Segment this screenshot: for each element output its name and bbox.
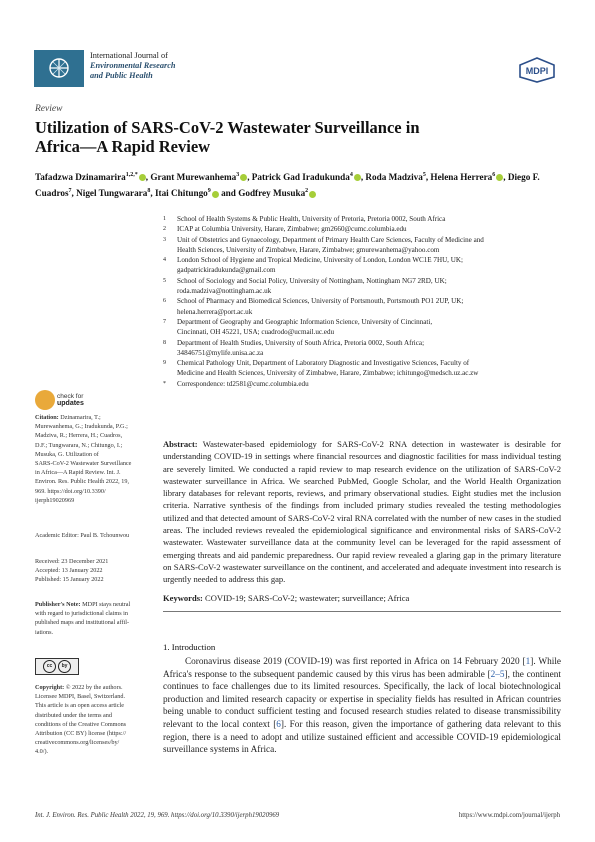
affiliation-list (163, 214, 563, 389)
affiliation-line: London School of Hygiene and Tropical Medicine, University of London, London WC1E 7HU, UK; (177, 256, 463, 265)
affiliation-line: ICAP at Columbia University, Harare, Zimbabwe; gm2660@cumc.columbia.edu (177, 225, 407, 234)
citation-line: D.F.; Tungwarara, N.; Chitungo, I.; (35, 441, 123, 449)
journal-logo-icon (34, 50, 84, 87)
citation-link-6[interactable]: 6 (276, 719, 281, 730)
page-footer (35, 812, 560, 819)
orcid-icon[interactable] (139, 174, 146, 181)
affiliation-line: School of Health Systems & Public Health, University of Pretoria, Pretoria 0002, South Africa (177, 215, 446, 223)
copyright-label: Copyright: (35, 684, 65, 691)
author-name[interactable]: Grant Murewanhema (150, 172, 237, 183)
author-affiliation-sup: 1,2,* (125, 172, 138, 178)
author-affiliation-sup: 9 (207, 188, 211, 195)
abstract-text: Wastewater-based epidemiology for SARS-CoV-2 RNA detection in wastewater is desirable for understanding COVID-19 in settings where financial resources and diagnostic facilities for mass individual testing are severely limited. We conducted a rapid review to map research evidence on the utilization of SARS-CoV-2 wastewater surveillance in Africa. We searched PubMed, Google Scholar, and the World Health Organization library databases for relevant reports, reviews, and primary observational studies. Eight studies met the inclusion criteria. Narrative synthesis of the findings from included primary studies revealed the testing methodologies utilized and that detected amount of SARS-CoV-2 viral RNA correlated with the number of new cases in the studied areas. The included reviews revealed the epidemiological significance and environmental risks of SARS-CoV-2 wastewater. Wastewater surveillance data at the community level can be leveraged for the rapid assessment of emerging threats and aid pandemic preparedness. Our rapid review revealed a glaring gap in the primary literature on SARS-CoV-2 wastewater surveillance on the continent, and accelerated and adequate investment into research is urgently needed to address this gap. (163, 439, 561, 585)
dates-block (35, 557, 157, 585)
author-affiliation-sup: 3 (236, 172, 240, 178)
citation-link-1[interactable]: 1 (525, 657, 531, 667)
affiliation-line: Department of Health Studies, University of South Africa, Pretoria 0002, South Africa; (177, 338, 425, 347)
affiliation-line: Chemical Pathology Unit, Department of Laboratory Diagnostic and Investigative Sciences, Faculty of (177, 359, 470, 368)
orcid-icon[interactable] (309, 191, 316, 198)
abstract-label: Abstract: (163, 439, 198, 449)
check-for-updates-button[interactable] (35, 390, 105, 412)
journal-logo (34, 50, 84, 87)
affiliation-text (177, 235, 563, 256)
author-affiliation-sup: 7 (68, 188, 72, 195)
article-title (35, 118, 535, 156)
affiliation-item (163, 224, 563, 234)
publisher-note-line: iations. (35, 628, 54, 636)
citation-block (35, 413, 157, 505)
affiliation-line: roda.madziva@nottingham.ac.uk (177, 287, 272, 296)
affiliation-text (177, 338, 563, 359)
citation-line: Madziva, R.; Herrera, H.; Cuadros, (35, 432, 123, 440)
publisher-note (35, 600, 157, 637)
affiliation-number: 6 (163, 298, 166, 305)
affiliation-item (163, 214, 563, 224)
author-name[interactable]: Itai Chitungo (154, 188, 208, 199)
affiliation-number: 8 (163, 339, 166, 346)
author-name[interactable]: Godfrey Musuka (238, 188, 306, 199)
copyright-line: 4.0/). (35, 748, 49, 756)
orcid-icon[interactable] (212, 191, 219, 198)
affiliation-text (177, 358, 563, 379)
affiliation-text (177, 214, 563, 224)
affiliation-number: 4 (163, 257, 166, 264)
abstract (163, 438, 561, 586)
copyright-line: Licensee MDPI, Basel, Switzerland. (35, 693, 126, 701)
affiliation-line: gadpatrickiradukunda@gmail.com (177, 266, 276, 275)
affiliation-line: 34846751@mylife.unisa.ac.za (177, 348, 264, 357)
citation-line: Murewanhema, G.; Iradukunda, P.G.; (35, 423, 128, 431)
citation-line: Environ. Res. Public Health 2022, 19, (35, 478, 130, 486)
author-affiliation-sup: 5 (422, 172, 426, 178)
copyright-line: creativecommons.org/licenses/by/ (35, 739, 120, 747)
copyright-line: This article is an open access article (35, 702, 124, 710)
check-updates-line1: check for (57, 393, 84, 400)
affiliation-line: Unit of Obstetrics and Gynaecology, Department of Primary Health Care Sciences, Faculty of Medicine and (177, 235, 484, 244)
author-name[interactable]: Helena Herrera (430, 172, 493, 183)
intro-text: Coronavirus disease 2019 (COVID-19) was first reported in Africa on 14 February 2020 [ (185, 657, 526, 667)
intro-text: ], the continent continues to face challenges due to its limited resources. Specifically, the lack of local biotechnological production and limited research capacity or expertise in speciality fields has resulted in African countries being unable to conduct sufficient testing and focused research studies related to disease transmissibility relevant to the local context [ (163, 669, 561, 730)
orcid-icon[interactable] (240, 174, 247, 181)
keywords (163, 592, 561, 604)
mdpi-logo-text: MDPI (525, 66, 549, 76)
affiliation-line: Cincinnati, OH 45221, USA; cuadrodo@ucmail.uc.edu (177, 328, 335, 337)
section-divider (163, 611, 561, 612)
citation-label: Citation: (35, 414, 59, 421)
author-list: Tafadzwa Dzinamarira$^{1,2,*}$ , Grant Murewanhema$^3$ , Patrick Gad Iradukunda$^4$ , Roda Madziva$^5$, Helena Herrera$^6$ , Diego F. Cuadros$^7$, Nigel Tungwarara$^8$, Itai Chitungo$^9$ and Godfrey Musuka$^2$ (35, 172, 540, 199)
author-name[interactable]: Roda Madziva (365, 172, 423, 183)
copyright-line: distributed under the terms and (35, 711, 112, 719)
section-heading-introduction: 1. Introduction (163, 642, 216, 652)
affiliation-line: School of Sociology and Social Policy, University of Nottingham, Nottingham NG7 2RD, UK; (177, 276, 447, 285)
orcid-icon[interactable] (496, 174, 503, 181)
author-affiliation-sup: 4 (349, 172, 353, 178)
publisher-note-line: with regard to jurisdictional claims in (35, 610, 128, 618)
affiliation-text (177, 276, 563, 297)
keywords-label: Keywords: (163, 593, 203, 603)
by-icon: by (58, 660, 71, 673)
copyright-line: conditions of the Creative Commons (35, 720, 127, 728)
affiliation-item (163, 338, 563, 359)
journal-name-line3: and Public Health (90, 71, 153, 80)
affiliation-line: School of Pharmacy and Biomedical Sciences, University of Portsmouth, Portsmouth PO1 2UP, UK; (177, 297, 464, 306)
check-updates-icon (35, 390, 55, 410)
author-name[interactable]: Diego F. Cuadros (35, 172, 540, 199)
citation-line: in Africa—A Rapid Review. Int. J. (35, 469, 121, 477)
journal-name (90, 51, 270, 81)
affiliation-number: 7 (163, 318, 166, 325)
publisher-note-line: published maps and institutional affil- (35, 619, 130, 627)
citation-line: Dzinamarira, T.; (60, 414, 101, 421)
affiliation-item (163, 379, 563, 389)
affiliation-text (177, 224, 563, 234)
citation-line: Musuka, G. Utilization of (35, 450, 99, 458)
affiliation-line: Department of Geography and Geographic Information Science, University of Cincinnati, (177, 317, 433, 326)
affiliation-number: 5 (163, 277, 166, 284)
published-date: Published: 15 January 2022 (35, 576, 104, 584)
affiliation-item (163, 296, 563, 317)
author-affiliation-sup: 8 (147, 188, 151, 195)
affiliation-item (163, 358, 563, 379)
author-name[interactable]: Patrick Gad Iradukunda (251, 172, 350, 183)
keywords-text: COVID-19; SARS-CoV-2; wastewater; surveillance; Africa (205, 593, 410, 603)
publisher-note-label: Publisher's Note: (35, 601, 81, 608)
journal-name-line2: Environmental Research (90, 61, 176, 70)
affiliation-number: 3 (163, 236, 166, 243)
footer-journal-url[interactable]: https://www.mdpi.com/journal/ijerph (458, 812, 560, 819)
affiliation-item (163, 276, 563, 297)
title-line1: Utilization of SARS-CoV-2 Wastewater Surveillance in (35, 118, 420, 137)
affiliation-text (177, 317, 563, 338)
affiliation-item (163, 317, 563, 338)
introduction-paragraph (163, 656, 561, 757)
copyright-line: Attribution (CC BY) license (https:// (35, 730, 127, 738)
intro-text: ]. While Africa's response to the subsequent pandemic caused by this virus has been admirable [ (163, 657, 562, 680)
affiliation-number: 9 (163, 360, 166, 367)
affiliation-number: 1 (163, 216, 166, 222)
citation-line: SARS-CoV-2 Wastewater Surveillance (35, 460, 132, 468)
footer-citation: Int. J. Environ. Res. Public Health 2022, 19, 969. https://doi.org/10.3390/ijerph19020969 (35, 812, 280, 819)
title-line2: Africa—A Rapid Review (35, 137, 211, 156)
author-name[interactable]: Tafadzwa Dzinamarira (35, 172, 126, 183)
cc-icon: cc (43, 660, 56, 673)
affiliation-number: 2 (163, 226, 166, 233)
citation-lines (35, 422, 157, 505)
affiliation-number: * (163, 380, 166, 387)
affiliation-line: Correspondence: td2581@cumc.columbia.edu (177, 379, 309, 388)
author-affiliation-sup: 2 (305, 188, 309, 195)
affiliation-text (177, 296, 563, 317)
mdpi-logo-icon (517, 57, 557, 83)
article-type: Review (35, 104, 63, 114)
author-name[interactable]: Nigel Tungwarara (76, 188, 148, 199)
copyright-block (35, 683, 157, 757)
citation-line: 969. https://doi.org/10.3390/ (35, 487, 106, 495)
check-updates-line2: updates (57, 400, 84, 407)
received-date: Received: 23 December 2021 (35, 558, 109, 565)
author-affiliation-sup: 6 (492, 172, 496, 178)
affiliation-item (163, 235, 563, 256)
citation-line: ijerph19020969 (35, 496, 75, 504)
affiliation-text (177, 379, 563, 389)
copyright-line: © 2022 by the authors. (65, 684, 123, 691)
orcid-icon[interactable] (354, 174, 361, 181)
cc-by-license-badge[interactable] (35, 658, 79, 675)
accepted-date: Accepted: 13 January 2022 (35, 567, 103, 575)
publisher-note-line: MDPI stays neutral (82, 601, 131, 608)
intro-text: ]. For this reason, given the importance of gathering data relevant to this region, there is a need to adopt and utilize sustained efficient and accessible COVID-19 epidemiological surveillance systems in Africa. (163, 719, 561, 756)
mdpi-logo[interactable] (517, 57, 557, 83)
affiliation-item (163, 255, 563, 276)
journal-name-line1: International Journal of (90, 51, 168, 60)
affiliation-text (177, 255, 563, 276)
citation-link-2-5[interactable]: 2–5 (490, 669, 505, 680)
affiliation-line: Health Sciences, University of Zimbabwe, Harare, Zimbabwe; gmurewanhema@yahoo.com (177, 245, 440, 254)
academic-editor: Academic Editor: Paul B. Tchounwou (35, 532, 130, 539)
affiliation-line: helena.herrera@port.ac.uk (177, 307, 253, 316)
affiliation-line: Medicine and Health Sciences, University of Zimbabwe, Harare, Zimbabwe; ichitungo@medsch.uz.ac.zw (177, 369, 479, 378)
